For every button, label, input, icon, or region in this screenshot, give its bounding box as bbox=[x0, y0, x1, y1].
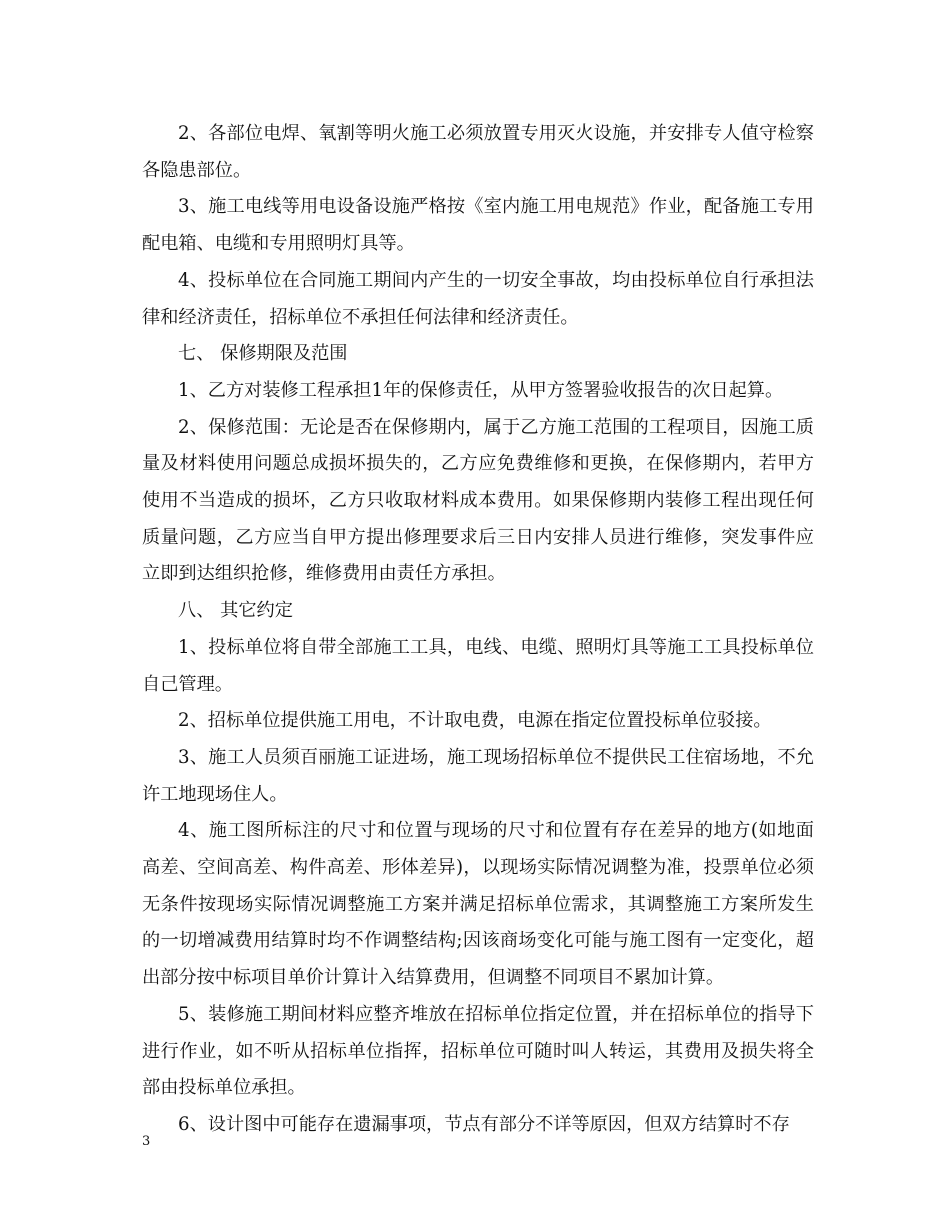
paragraph-clause-4: 4、投标单位在合同施工期间内产生的一切安全事故，均由投标单位自行承担法律和经济责任，招标单位不承担任何法律和经济责任。 bbox=[142, 269, 814, 328]
paragraph-other-6: 6、设计图中可能存在遗漏事项，节点有部分不详等原因，但双方结算时不存 bbox=[178, 1113, 790, 1135]
page-number: 3 bbox=[142, 1134, 151, 1149]
paragraph-other-4: 4、施工图所标注的尺寸和位置与现场的尺寸和位置有存在差异的地方(如地面高差、空间高差、构件高差、形体差异)，以现场实际情况调整为准，投票单位必须无条件按现场实际情况调整施工方案并满足招标单位需求，其调整施工方案所发生的一切增减费用结算时均不作调整结构;因该商场变化可能与施工图有一定变化，超出部分按中标项目单价计算计入结算费用，但调整不同项目不累加计算。 bbox=[142, 820, 814, 989]
paragraph-other-5: 5、装修施工期间材料应整齐堆放在招标单位指定位置，并在招标单位的指导下进行作业，如不听从招标单位指挥，招标单位可随时叫人转运，其费用及损失将全部由投标单位承担。 bbox=[142, 1003, 814, 1099]
paragraph-other-2: 2、招标单位提供施工用电，不计取电费，电源在指定位置投标单位驳接。 bbox=[178, 710, 772, 732]
paragraph-clause-3: 3、施工电线等用电设备设施严格按《室内施工用电规范》作业，配备施工专用配电箱、电缆和专用照明灯具等。 bbox=[142, 196, 814, 255]
paragraph-other-3: 3、施工人员须百丽施工证进场，施工现场招标单位不提供民工住宿场地，不允许工地现场住人。 bbox=[142, 746, 814, 805]
paragraph-other-1: 1、投标单位将自带全部施工工具，电线、电缆、照明灯具等施工工具投标单位自己管理。 bbox=[142, 636, 814, 695]
document-body bbox=[142, 116, 814, 1144]
paragraph-warranty-1: 1、乙方对装修工程承担1年的保修责任，从甲方签署验收报告的次日起算。 bbox=[178, 379, 784, 401]
paragraph-clause-2: 2、各部位电焊、氧割等明火施工必须放置专用灭火设施，并安排专人值守检察各隐患部位。 bbox=[142, 123, 814, 181]
paragraph-warranty-2: 2、保修范围：无论是否在保修期内，属于乙方施工范围的工程项目，因施工质量及材料使用问题总成损坏损失的，乙方应免费维修和更换，在保修期内，若甲方使用不当造成的损坏，乙方只收取材料成本费用。如果保修期内装修工程出现任何质量问题，乙方应当自甲方提出修理要求后三日内安排人员进行维修，突发事件应立即到达组织抢修，维修费用由责任方承担。 bbox=[142, 416, 814, 585]
section-heading-warranty: 七、 保修期限及范围 bbox=[178, 343, 348, 365]
section-heading-other-terms: 八、 其它约定 bbox=[178, 600, 293, 622]
